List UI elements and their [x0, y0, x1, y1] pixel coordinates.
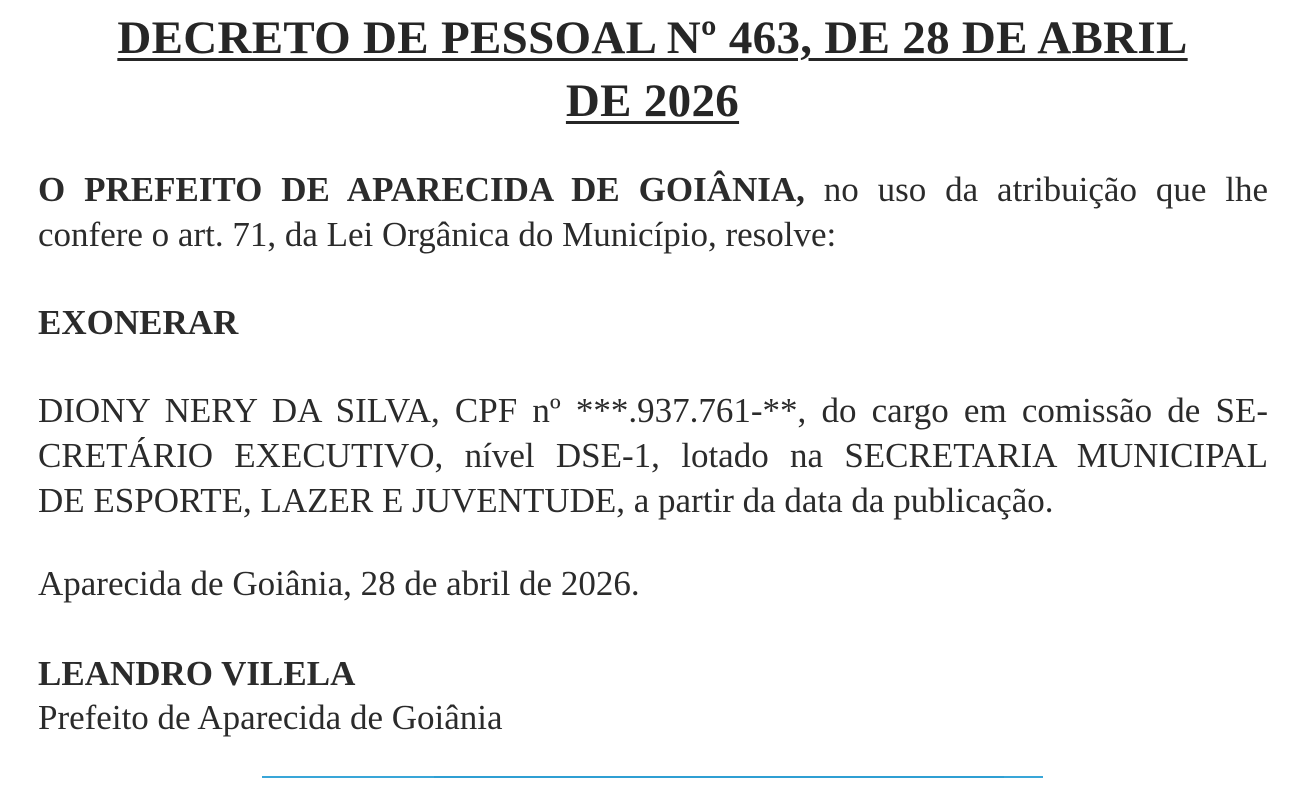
body-line-3: DE ESPORTE, LAZER E JUVENTUDE, a partir da data da publicação. [38, 481, 1054, 520]
signatory-name: LEANDRO VILELA [38, 654, 356, 693]
intro-line-1-rest: no uso da atribuição que lhe [804, 170, 1268, 209]
decree-title-text-1: DECRETO DE PESSOAL Nº 463, DE 28 DE ABRIL [117, 12, 1188, 64]
separator-rule-middle [434, 776, 1004, 778]
decree-title-line-1 [60, 12, 1245, 64]
signatory-role: Prefeito de Aparecida de Goiânia [38, 698, 503, 737]
decree-body-paragraph [38, 388, 1268, 523]
separator-rule-right [1004, 776, 1043, 778]
intro-authority: O PREFEITO DE APARECIDA DE GOIÂNIA, [38, 170, 805, 209]
place-date: Aparecida de Goiânia, 28 de abril de 2026. [38, 564, 640, 603]
action-heading: EXONERAR [38, 303, 239, 342]
body-line-1: DIONY NERY DA SILVA, CPF nº ***.937.761-**, do cargo em comissão de SE- [38, 391, 1268, 430]
decree-title-line-2 [60, 75, 1245, 127]
intro-line-2: confere o art. 71, da Lei Orgânica do Município, resolve: [38, 215, 837, 254]
decree-title-text-2: DE 2026 [565, 75, 740, 127]
body-line-2: CRETÁRIO EXECUTIVO, nível DSE-1, lotado na SECRETARIA MUNICIPAL [38, 436, 1268, 475]
intro-line-1 [38, 167, 1268, 212]
intro-paragraph [38, 167, 1268, 257]
separator-rule-left [262, 776, 434, 778]
